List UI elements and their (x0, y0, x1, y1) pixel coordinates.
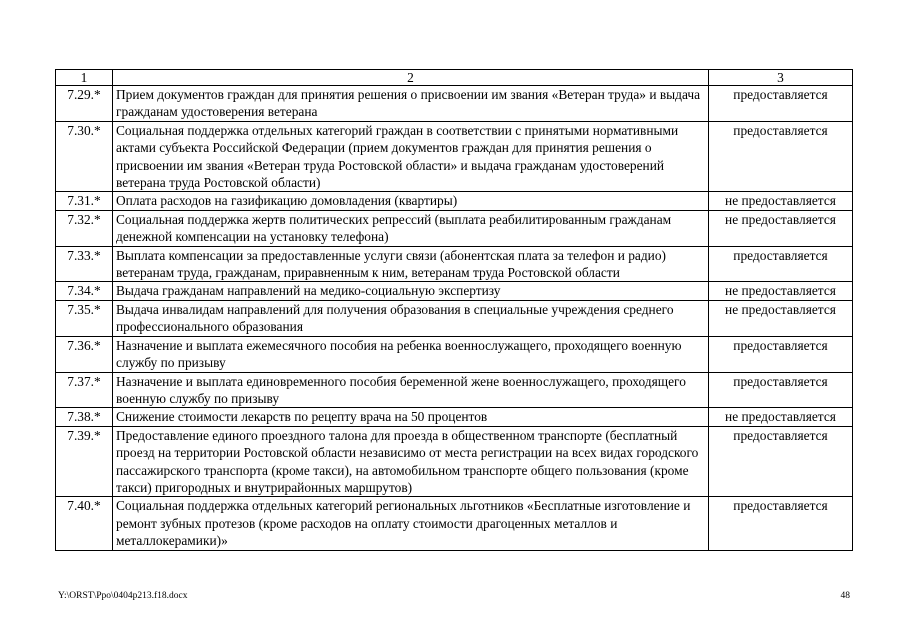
table-row (56, 86, 853, 122)
row-status: предоставляется (709, 86, 853, 122)
table-row (56, 246, 853, 282)
column-header-3: 3 (709, 70, 853, 86)
row-number: 7.34.* (56, 282, 113, 300)
row-description: Назначение и выплата единовременного пособия беременной жене военнослужащего, проходящего военную службу по призыву (113, 372, 709, 408)
row-status: предоставляется (709, 121, 853, 192)
table-row (56, 121, 853, 192)
row-status: предоставляется (709, 246, 853, 282)
row-description: Социальная поддержка отдельных категорий региональных льготников «Бесплатные изготовление и ремонт зубных протезов (кроме расходов на оплату стоимости драгоценных металлов и металлокерамики)» (113, 497, 709, 550)
row-number: 7.38.* (56, 408, 113, 426)
row-description: Снижение стоимости лекарств по рецепту врача на 50 процентов (113, 408, 709, 426)
column-header-2: 2 (113, 70, 709, 86)
row-status: предоставляется (709, 497, 853, 550)
row-number: 7.29.* (56, 86, 113, 122)
table-header-row (56, 70, 853, 86)
row-number: 7.31.* (56, 192, 113, 210)
row-description: Выдача инвалидам направлений для получения образования в специальные учреждения среднего профессионального образования (113, 300, 709, 336)
row-description: Назначение и выплата ежемесячного пособия на ребенка военнослужащего, проходящего военную службу по призыву (113, 336, 709, 372)
table-row (56, 426, 853, 497)
table-row (56, 497, 853, 550)
row-number: 7.40.* (56, 497, 113, 550)
table-row (56, 300, 853, 336)
row-number: 7.35.* (56, 300, 113, 336)
row-number: 7.32.* (56, 210, 113, 246)
row-description: Социальная поддержка отдельных категорий граждан в соответствии с принятыми нормативными актами субъекта Российской Федерации (прием документов граждан для принятия решения о присвоении им звания «Ветеран труда Ростовской области» и выдача гражданам удостоверений ветерана труда Ростовской области) (113, 121, 709, 192)
row-status: предоставляется (709, 336, 853, 372)
row-status: не предоставляется (709, 300, 853, 336)
footer-page-number: 48 (840, 591, 850, 601)
row-status: предоставляется (709, 372, 853, 408)
row-number: 7.36.* (56, 336, 113, 372)
footer-file-path: Y:\ORST\Ppo\0404p213.f18.docx (58, 591, 188, 601)
row-status: не предоставляется (709, 282, 853, 300)
table-row (56, 192, 853, 210)
row-number: 7.33.* (56, 246, 113, 282)
row-number: 7.37.* (56, 372, 113, 408)
row-number: 7.30.* (56, 121, 113, 192)
row-description: Предоставление единого проездного талона для проезда в общественном транспорте (бесплатный проезд на территории Ростовской области независимо от места регистрации на всех видах городского пассажирского транспорта (кроме такси), на автомобильном транспорте общего пользования (кроме такси) пригородных и внутрирайонных маршрутов) (113, 426, 709, 497)
table-row (56, 336, 853, 372)
row-description: Оплата расходов на газификацию домовладения (квартиры) (113, 192, 709, 210)
row-status: не предоставляется (709, 408, 853, 426)
row-description: Выдача гражданам направлений на медико-социальную экспертизу (113, 282, 709, 300)
row-description: Выплата компенсации за предоставленные услуги связи (абонентская плата за телефон и радио) ветеранам труда, гражданам, приравненным к ним, ветеранам труда Ростовской области (113, 246, 709, 282)
row-description: Прием документов граждан для принятия решения о присвоении им звания «Ветеран труда» и выдача гражданам удостоверения ветерана (113, 86, 709, 122)
row-status: не предоставляется (709, 210, 853, 246)
column-header-1: 1 (56, 70, 113, 86)
table-row (56, 372, 853, 408)
row-description: Социальная поддержка жертв политических репрессий (выплата реабилитированным гражданам денежной компенсации на установку телефона) (113, 210, 709, 246)
table-row (56, 210, 853, 246)
row-status: не предоставляется (709, 192, 853, 210)
table-row (56, 282, 853, 300)
row-number: 7.39.* (56, 426, 113, 497)
row-status: предоставляется (709, 426, 853, 497)
services-table (55, 69, 853, 551)
table-row (56, 408, 853, 426)
